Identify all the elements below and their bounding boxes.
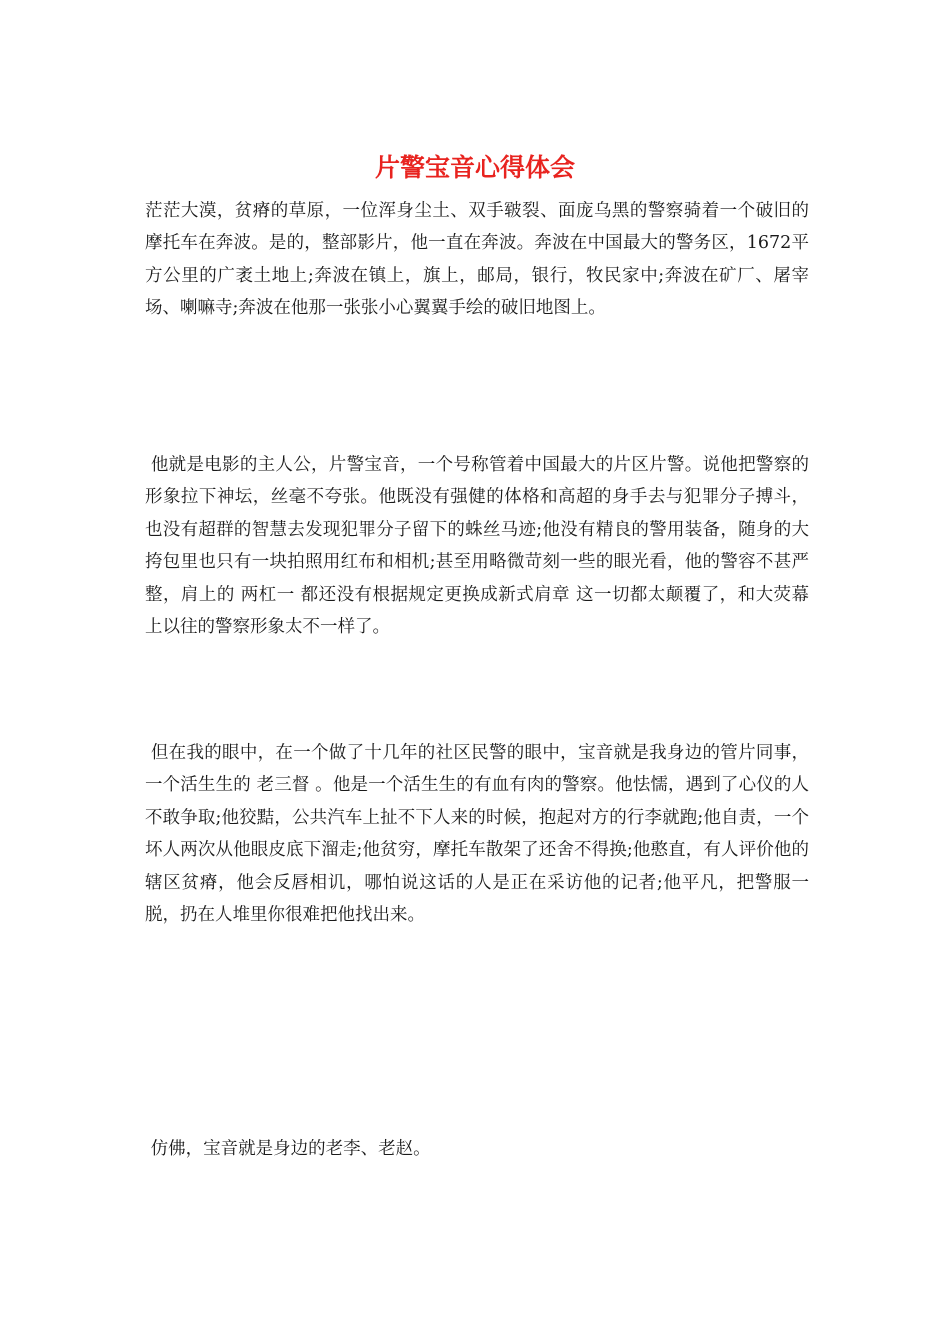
- paragraph-1: 茫茫大漠，贫瘠的草原，一位浑身尘土、双手皲裂、面庞乌黑的警察骑着一个破旧的摩托车在奔波。是的，整部影片，他一直在奔波。奔波在中国最大的警务区，1672平方公里的广袤土地上;奔波在镇上，旗上，邮局，银行，牧民家中;奔波在矿厂、屠宰场、喇嘛寺;奔波在他那一张张小心翼翼手绘的破旧地图上。: [145, 201, 809, 319]
- paragraph-3: 但在我的眼中，在一个做了十几年的社区民警的眼中，宝音就是我身边的管片同事，一个活生生的 老三督 。他是一个活生生的有血有肉的警察。他怯懦，遇到了心仪的人不敢争取;他狡黠，公共汽车上扯不下人来的时候，抱起对方的行李就跑;他自责，一个坏人两次从他眼皮底下溜走;他贫穷，摩托车散架了还舍不得换;他憨直，有人评价他的辖区贫瘠，他会反唇相讥，哪怕说这话的人是正在采访他的记者;他平凡，把警服一脱，扔在人堆里你很难把他找出来。: [145, 743, 809, 926]
- document-title: 片警宝音心得体会: [374, 153, 575, 182]
- paragraph-4: 仿佛，宝音就是身边的老李、老赵。: [145, 1139, 431, 1159]
- paragraph-2: 他就是电影的主人公，片警宝音，一个号称管着中国最大的片区片警。说他把警察的形象拉下神坛，丝毫不夸张。他既没有强健的体格和高超的身手去与犯罪分子搏斗，也没有超群的智慧去发现犯罪分子留下的蛛丝马迹;他没有精良的警用装备，随身的大挎包里也只有一块拍照用红布和相机;甚至用略微苛刻一些的眼光看，他的警容不甚严整，肩上的 两杠一 都还没有根据规定更换成新式肩章 这一切都太颠覆了，和大荧幕上以往的警察形象太不一样了。: [145, 455, 809, 638]
